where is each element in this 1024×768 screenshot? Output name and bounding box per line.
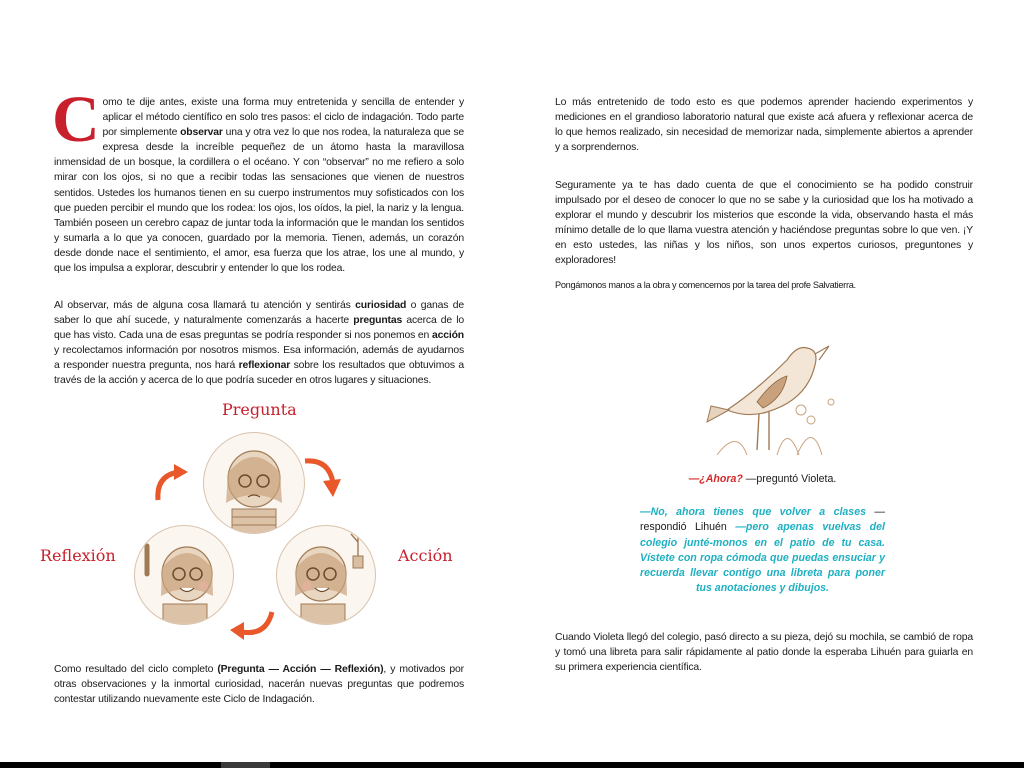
illustration-girl-question (203, 432, 305, 534)
label-accion: Acción (398, 546, 453, 565)
label-reflexion: Reflexión (40, 546, 116, 565)
drop-cap: C (52, 83, 100, 156)
dialog-question: —¿Ahora? —preguntó Violeta. (688, 473, 837, 485)
intro-paragraph: Como te dije antes, existe una forma muy entretenida y sencilla de entender y aplicar el método científico en solo tres pasos: el ciclo de indagación. Todo parte por simplemente observar una y otra vez lo que nos rodea, la naturaleza que se expresa desde la increíble pequeñez de un átomo hasta la maravillosa inmensidad de un bosque, la cordillera o el océano. Y con “observar” no me refiero a solo mirar con los ojos, si no que a recibir todas las sensaciones que vienen de nuestros sentidos. Ustedes los humanos tienen en su cuerpo instrumentos muy sofisticados con los que pueden percibir el mundo que los rodea: los ojos, los oídos, la piel, la nariz y la lengua. También poseen un cerebro capaz de juntar toda la información que le mandan los sentidos y sumarla a lo que ya conocen, guardado por la memoria. Tienen, además, un corazón desde donde nace el sentimiento, el amor, esa fuerza que los atrae, los une al mundo, y que los impulsa a explorar, descubrir y entender lo que los rodea. (52, 83, 465, 275)
violeta-paragraph: Cuando Violeta llegó del colegio, pasó directo a su pieza, dejó su mochila, se cambió de ropa y tomó una libreta para salir rápidamente al patio donde la esperaba Lihuén para guiarla en su primera experiencia científica. (555, 632, 973, 674)
cycle-result-paragraph: Como resultado del ciclo completo (Pregunta — Acción — Reflexión), y motivados por otras observaciones y la inmortal curiosidad, nacerán nuevas preguntas que podremos contestar utilizando nuevamente este Ciclo de Indagación. (54, 664, 464, 706)
dialog-answer: —No, ahora tienes que volver a clases — respondió Lihuén —pero apenas vuelvas del colegio junté-monos en el patio de tu casa. Vístete con ropa cómoda que puedas ensuciar y recuerda llevar contigo una libreta para poner tus anotaciones y dibujos. (640, 506, 885, 595)
label-pregunta: Pregunta (222, 400, 297, 419)
arrow-pregunta-to-accion-icon (303, 457, 343, 499)
illustration-girl-reflection (134, 525, 234, 625)
illustration-girl-action (276, 525, 376, 625)
left-page (0, 0, 512, 762)
experiments-paragraph: Lo más entretenido de todo esto es que podemos aprender haciendo experimentos y mediciones en el grandioso laboratorio natural que existe acá afuera y reflexionar acerca de lo que hemos realizado, sin necesidad de memorizar nada, simplemente abiertos a aprender y a sorprendernos. (555, 97, 973, 154)
knowledge-paragraph: Seguramente ya te has dado cuenta de que el conocimiento se ha podido construir impulsado por el deseo de conocer lo que no se sabe y la curiosidad que los ha motivado a explorar el mundo y descubrir los misterios que esconde la vida, observando hasta el más mínimo detalle de lo que llama vuestra atención y haciéndose preguntas sobre lo que ven. ¡Y en esto ustedes, las niñas y los niños, son unos expertos curiosos, preguntones y exploradores! (555, 180, 973, 267)
lets-start-paragraph: Pongámonos manos a la obra y comencemos por la tarea del profe Salvatierra. (555, 280, 856, 290)
observation-paragraph: Al observar, más de alguna cosa llamará tu atención y sentirás curiosidad o ganas de saber lo que ahí sucede, y naturalmente comenzarás a hacerte preguntas acerca de lo que has visto. Cada una de esas preguntas se podría responder si nos ponemos en acción y recolectamos información por nosotros mismos. Esa información, además de ayudarnos a responder nuestra pregunta, nos hará reflexionar sobre los resultados que obtuvimos a través de la acción y acerca de lo que podría suceder en otros lugares y situaciones. (54, 300, 464, 387)
bird-illustration (687, 310, 847, 460)
arrow-accion-to-reflexion-icon (228, 608, 276, 642)
dialog-block (640, 472, 885, 596)
horizontal-scrollbar[interactable] (0, 762, 1024, 768)
right-page (512, 0, 1024, 762)
arrow-reflexion-to-pregunta-icon (152, 462, 192, 502)
scrollbar-thumb[interactable] (221, 762, 270, 768)
